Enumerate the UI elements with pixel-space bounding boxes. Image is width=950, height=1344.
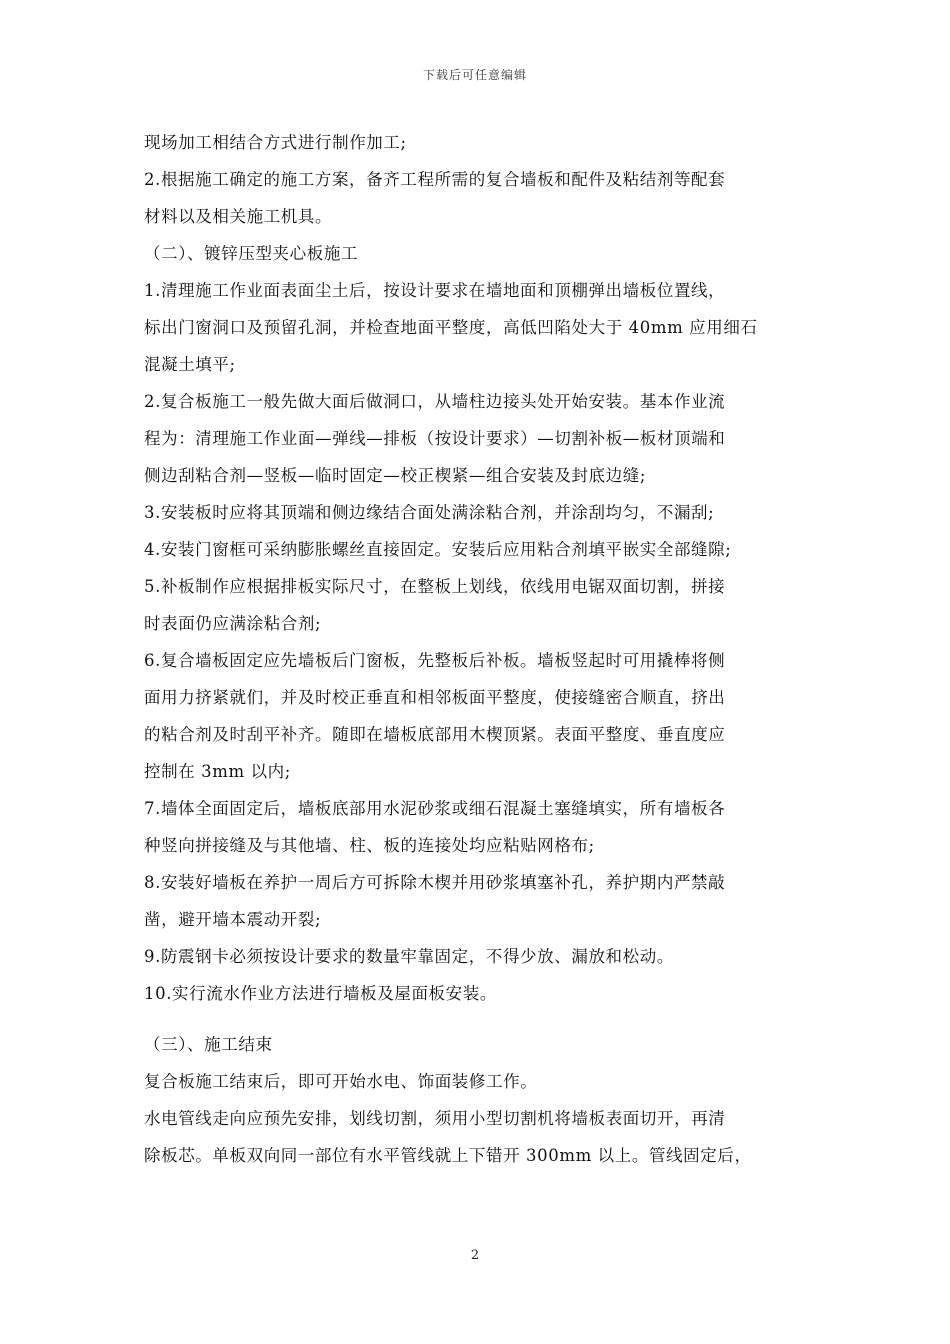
text-line: 面用力挤紧就们，并及时校正垂直和相邻板面平整度，使接缝密合顺直，挤出 <box>144 688 726 707</box>
paragraph-gap <box>144 1012 816 1026</box>
text-line: 2.根据施工确定的施工方案，备齐工程所需的复合墙板和配件及粘结剂等配套 <box>144 170 726 189</box>
text-line: 侧边刮粘合剂—竖板—临时固定—校正楔紧—组合安装及封底边缝; <box>144 466 647 485</box>
text-line: 5.补板制作应根据排板实际尺寸，在整板上划线，依线用电锯双面切割，拼接 <box>144 577 726 596</box>
text-line: 7.墙体全面固定后，墙板底部用水泥砂浆或细石混凝土塞缝填实，所有墙板各 <box>144 799 726 818</box>
text-line: 材料以及相关施工机具。 <box>144 207 333 226</box>
text-line: 时表面仍应满涂粘合剂; <box>144 614 322 633</box>
text-line: 程为：清理施工作业面—弹线—排板（按设计要求）—切割补板—板材顶端和 <box>144 429 726 448</box>
text-line: 控制在 3mm 以内; <box>144 762 291 781</box>
section-heading: （三）、施工结束 <box>144 1035 273 1054</box>
text-line: 复合板施工结束后，即可开始水电、饰面装修工作。 <box>144 1072 538 1091</box>
text-line: 标出门窗洞口及预留孔洞，并检查地面平整度，高低凹陷处大于 40mm 应用细石 <box>144 318 758 337</box>
text-line: 8.安装好墙板在养护一周后方可拆除木楔并用砂浆填塞补孔，养护期内严禁敲 <box>144 873 726 892</box>
text-line: 凿，避开墙本震动开裂; <box>144 910 322 929</box>
text-line: 10.实行流水作业方法进行墙板及屋面板安装。 <box>144 984 497 1003</box>
text-line: 1.清理施工作业面表面尘土后，按设计要求在墙地面和顶棚弹出墙板位置线， <box>144 281 726 300</box>
section-heading: （二）、镀锌压型夹心板施工 <box>144 244 359 263</box>
text-line: 6.复合墙板固定应先墙板后门窗板，先整板后补板。墙板竖起时可用撬棒将侧 <box>144 651 726 670</box>
text-line: 4.安装门窗框可采纳膨胀螺丝直接固定。安装后应用粘合剂填平嵌实全部缝隙; <box>144 540 732 559</box>
text-line: 混凝土填平; <box>144 355 236 374</box>
page-header: 下载后可任意编辑 <box>422 68 527 82</box>
page-number: 2 <box>470 1248 480 1263</box>
text-line: 种竖向拼接缝及与其他墙、柱、板的连接处均应粘贴网格布; <box>144 836 595 855</box>
text-line: 3.安装板时应将其顶端和侧边缘结合面处满涂粘合剂，并涂刮均匀，不漏刮; <box>144 503 715 522</box>
text-line: 9.防震钢卡必须按设计要求的数量牢靠固定，不得少放、漏放和松动。 <box>144 947 674 966</box>
text-line: 除板芯。单板双向同一部位有水平管线就上下错开 300mm 以上。管线固定后， <box>144 1146 752 1165</box>
text-line: 2.复合板施工一般先做大面后做洞口，从墙柱边接头处开始安装。基本作业流 <box>144 392 726 411</box>
text-line: 的粘合剂及时刮平补齐。随即在墙板底部用木楔顶紧。表面平整度、垂直度应 <box>144 725 726 744</box>
text-line: 水电管线走向应预先安排，划线切割，须用小型切割机将墙板表面切开，再清 <box>144 1109 726 1128</box>
text-line: 现场加工相结合方式进行制作加工; <box>144 133 407 152</box>
document-body <box>144 124 816 1174</box>
